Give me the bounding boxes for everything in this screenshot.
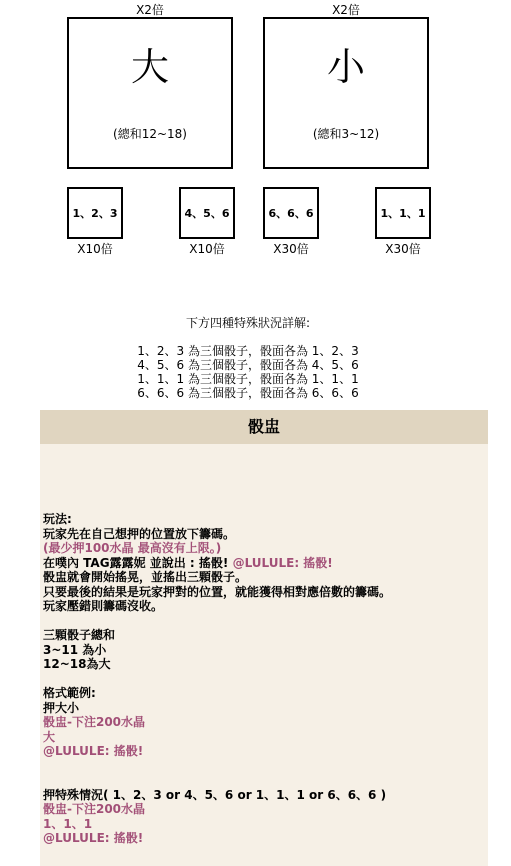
special-box-666[interactable] [263,187,319,239]
rule-line: 骰盅就會開始搖晃，並搖出三顆骰子。 [43,570,248,584]
special-box-111[interactable] [375,187,431,239]
rule-line: 只要最後的結果是玩家押對的位置，就能獲得相對應倍數的籌碼。 [43,584,392,599]
special-box-label: 6、6、6 [268,207,314,220]
small-multiplier: X2倍 [332,3,360,17]
mention-command: @LULULE: 搖骰! [232,555,333,570]
example-line: 1、1、1 [43,816,93,831]
sum-rule-small: 3~11 為小 [43,642,107,657]
rules-text [43,512,483,846]
big-glyph: 大 [130,45,169,89]
special-box-label: 4、5、6 [184,207,230,220]
special-box-label: 1、2、3 [72,207,118,220]
tag-instruction: 在噗內 TAG露露妮 並說出 : 搖骰! [43,555,233,570]
example-line: 骰盅-下注200水晶 [43,802,146,816]
rule-line: 玩家先在自己想押的位置放下籌碼。 [43,526,236,541]
big-multiplier: X2倍 [136,3,164,17]
special-box-label: 1、1、1 [380,207,426,220]
rule-line: 玩家壓錯則籌碼沒收。 [43,599,164,613]
special-example-label: 押特殊情況( 1、2、3 or 4、5、6 or 1、1、1 or 6、6、6 ) [43,787,387,802]
format-example-label: 格式範例: [43,686,96,700]
format-example-sub: 押大小 [43,700,80,715]
bet-limit-note: (最少押100水晶 最高沒有上限。) [43,541,222,555]
dice-cup-panel [40,410,488,866]
special-multiplier: X30倍 [273,242,309,256]
small-glyph: 小 [326,45,365,89]
special-case-line: 4、5、6 為三個骰子，骰面各為 4、5、6 [137,358,359,372]
sum-rule-label: 三顆骰子總和 [43,628,116,642]
big-sum-range: (總和12~18) [113,127,187,141]
special-case-line: 6、6、6 為三個骰子，骰面各為 6、6、6 [137,386,359,400]
example-line: @LULULE: 搖骰! [43,744,144,758]
how-to-play-label: 玩法: [43,512,72,526]
big-bet-box[interactable] [67,17,233,169]
special-case-line: 1、1、1 為三個骰子，骰面各為 1、1、1 [137,372,359,386]
special-cases-heading: 下方四種特殊狀況詳解: [185,316,311,330]
example-line: 骰盅-下注200水晶 [43,715,146,729]
example-line: 大 [43,729,56,744]
example-line: @LULULE: 搖骰! [43,831,144,845]
special-multiplier: X10倍 [189,242,225,256]
small-bet-box[interactable] [263,17,429,169]
special-box-456[interactable] [179,187,235,239]
special-box-123[interactable] [67,187,123,239]
special-multiplier: X30倍 [385,242,421,256]
sum-rule-big: 12~18為大 [43,657,111,671]
panel-title: 骰盅 [40,410,488,444]
special-multiplier: X10倍 [77,242,113,256]
special-case-line: 1、2、3 為三個骰子，骰面各為 1、2、3 [137,344,359,358]
small-sum-range: (總和3~12) [312,127,380,141]
rule-line [43,556,483,571]
